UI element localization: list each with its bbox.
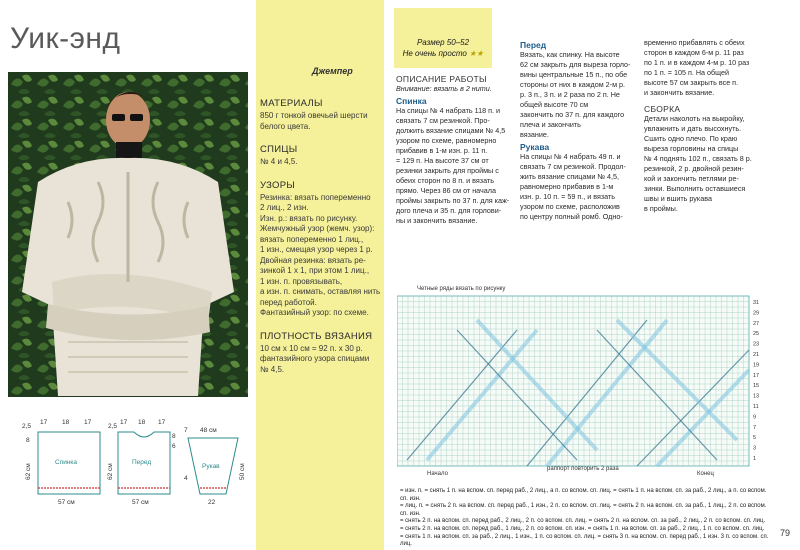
patterns-line: Резинка: вязать попеременно [260,192,371,202]
knitting-chart [397,286,769,477]
model-photo-illustration [8,72,248,397]
patterns-line: перед работой. [260,297,317,307]
work-heading: ОПИСАНИЕ РАБОТЫ [396,74,487,84]
size-difficulty-box [394,8,492,68]
front-line: вины центральные 15 п., по обе [520,70,628,79]
assembly-heading: СБОРКА [644,104,681,114]
back-line: прямо. Через 86 см от начала [396,186,496,195]
chart-row-number: 31 [753,300,760,306]
size-label: Размер 50–52 [416,38,470,47]
assembly-line: резинкой, 2 р. двойной резин- [644,164,744,173]
front-label: Перед [132,459,152,466]
front-line: Вязать, как спинку. На высоте [520,50,620,59]
chart-row-number: 11 [753,404,759,410]
assembly-line: кой и закончить петлями ре- [644,174,739,183]
chart-row-number: 1 [753,456,757,462]
chart-bottom-caption: раппорт повторить 2 раза [547,466,619,472]
chart-row-number: 27 [753,320,760,327]
chart-row-number: 5 [753,435,757,442]
back-line: резинки закрыть для проймы с [396,166,499,175]
sleeve-line: узором по схеме, расположив [520,202,620,211]
sleeve-heading: Рукава [520,142,550,152]
assembly-line: Сшить одно плечо. По краю [644,134,738,143]
chart-legend [400,488,772,549]
front-line: стороны от них в каждом 2-м р. [520,80,626,89]
legend-line: = снять 2 п. на вспом. сп. перед раб., 1 лиц., 2 п. со вспом. сп. изн. = снять 1 п. на вспом. сп. за раб., 2 лиц., 1 п. со вспом. сп. лиц. [400,525,765,532]
front-neck-dim: 8 [172,433,176,440]
assembly-line: увлажнить и дать высохнуть. [644,124,742,133]
sleeve-cont-line: сторон в каждом 6-м р. 11 раз [644,48,744,57]
patterns-line: Изн. р.: вязать по рисунку. [260,213,358,223]
front-bottom-dim: 57 см [132,499,149,506]
back-top-dim: 17 [84,419,92,426]
back-line: узором по схеме, равномерно [396,136,497,145]
patterns-line: 1 изн., смещая узор через 1 р. [260,245,373,254]
sleeve-line: равномерно прибавив в 1-м [520,182,614,191]
sleeve-cont-line: по 1 п. и в каждом 4-м р. 10 раз [644,58,750,67]
garment-schematics [8,408,248,518]
instructions-col-1 [396,74,514,226]
front-line: вязание. [520,130,549,139]
patterns-heading: УЗОРЫ [260,179,296,191]
front-heading: Перед [520,40,547,50]
back-bottom-dim: 57 см [58,499,75,506]
sleeve-side-dim: 50 см [239,463,246,480]
work-note: Внимание: вязать в 2 нити. [396,84,492,93]
chart-row-number: 13 [753,393,760,400]
chart-grid [397,290,769,477]
legend-line: = снять 2 п. на вспом. сп. перед раб., 2 лиц., 2 п. со вспом. сп. лиц. = снять 2 п. на вспом. сп. за раб., 2 лиц., 2 п. со вспом. сп. лиц. [400,518,766,525]
sleeve-label: Рукав [202,463,220,470]
front-line: закончить по 37 п. для каждого [520,110,625,119]
sleeve-line: изн. р. 10 п. = 59 п., и вязать [520,192,616,201]
chart-row-number: 29 [753,310,760,317]
page-title: Уик-энд [10,22,121,55]
chart-row-number: 3 [753,445,757,452]
sleeve-cont-line: временно прибавлять с обеих [644,38,745,47]
chart-begin-label: Начало [427,471,448,477]
patterns-line: 1 изн. п. провязывать, [260,276,343,286]
materials-heading: МАТЕРИАЛЫ [260,98,323,109]
sleeve-line: жить вязание спицами № 4,5, [520,172,620,181]
back-line: дого плеча и 35 п. для горлови- [396,206,502,215]
instructions-col-3 [644,38,774,214]
legend-line: = снять 1 п. на вспом. сп. за раб., 2 лиц., 1 изн., 1 п. со вспом. сп. лиц. = снять 3 п. на вспом. сп. перед раб., 1 изн. 3 п. со вспом. сп. лиц. [400,533,769,548]
front-top-dim: 17 [120,419,128,426]
assembly-line: Детали наколоть на выкройку, [644,114,745,123]
front-line: общей высоте 70 см [520,100,589,109]
back-side-dim: 62 см [25,463,32,480]
sleeve-cont-line: высоте 57 см закрыть все п. [644,78,739,87]
front-schematic [107,419,176,506]
garment-heading: Джемпер [312,66,353,76]
front-line: р. 3 п., 3 п. и 2 раза по 2 п. Не [520,90,620,99]
assembly-line: в проймы. [644,204,678,213]
back-line: обеих сторон по 8 п. и вязать [396,176,494,185]
materials-line: 850 г тонкой овечьей шерсти [260,111,368,120]
sleeve-bottom-dim: 22 [208,499,216,506]
chart-top-caption: Четные ряды вязать по рисунку [417,286,506,292]
sleeve-line: связать 7 см резинкой. Продол- [520,162,626,171]
sleeve-mid-dim: 4 [184,475,188,482]
back-line: На спицы № 4 набрать 118 п. и [396,106,500,115]
chart-row-number: 17 [753,372,760,379]
front-line: 62 см закрыть для выреза горло- [520,60,631,69]
materials-sidebar [256,0,384,550]
front-neck2-dim: 6 [172,443,176,450]
back-line: прибавив в 1-м изн. р. 11 п. [396,146,488,155]
sleeve-top-dim: 48 см [200,427,217,434]
back-line: проймы закрыть по 37 п. для каж- [396,196,510,205]
chart-row-number: 21 [753,352,760,358]
back-top-dim: 17 [40,419,48,426]
patterns-line: вязать попеременно 1 лиц., [260,234,364,244]
front-top-dim: 18 [138,419,146,426]
chart-row-number: 25 [753,331,760,338]
assembly-line: выреза горловины на спицы [644,144,739,153]
legend-line: = изн. п. = снять 1 п. на вспом. сп. перед раб., 2 лиц., а п. со вспом. сп. лиц. = снять 1 п. на вспом. сп. за раб., 2 лиц., а п. со вспом. сп. изн. [400,488,767,502]
instructions-col-2 [520,38,638,222]
back-line: = 129 п. На высоте 37 см от [396,156,489,165]
needles-heading: СПИЦЫ [260,144,298,155]
front-line: плеча и закончить [520,120,581,129]
back-line: связать 7 см резинкой. Про- [396,116,490,125]
assembly-line: зинки. Выполнить оставшиеся [644,184,746,193]
chart-row-number: 9 [753,414,757,421]
assembly-line: швы и вшить рукава [644,194,712,203]
difficulty-row [394,49,492,58]
back-line: должить вязание спицами № 4,5 [396,126,506,135]
sleeve-cont-line: и закончить вязание. [644,88,715,97]
patterns-line: зинкой 1 х 1, при этом 1 лиц., [260,266,370,275]
page-number: 79 [779,528,790,538]
chart-row-number: 23 [753,341,760,348]
back-top-dim: 18 [62,419,70,426]
assembly-line: № 4 поднять 102 п., связать 8 р. [644,154,752,163]
difficulty-stars: ★★ [469,49,484,58]
model-photo [8,72,248,397]
back-heading: Спинка [396,96,427,106]
patterns-line: 2 лиц., 2 изн. [260,203,309,212]
patterns-line: Двойная резинка: вязать ре- [260,255,366,265]
back-mid-dim: 8 [26,437,30,444]
difficulty-label: Не очень просто [402,49,467,58]
legend-line: = лиц. п. = снять 2 п. на вспом. сп. перед раб., 1 изн., 2 п. со вспом. сп. лиц. = снять 2 п. на вспом. сп. за раб., 1 лиц., 2 п. со вспом. сп. изн. [400,503,767,517]
sleeve-cont-line: по 1 п. = 105 п. На общей [644,68,729,77]
materials-line: белого цвета. [260,121,311,131]
sidebar-content [260,92,382,375]
patterns-line: Фантазийный узор: по схеме. [260,308,369,317]
chart-row-number: 7 [753,424,757,431]
sleeve-corner-dim: 7 [184,427,188,434]
front-side-dim: 62 см [107,463,114,480]
sleeve-schematic [184,427,246,506]
patterns-line: Жемчужный узор (жемч. узор): [260,224,375,233]
patterns-line: а изн. п. снимать, оставляя нить [260,287,381,296]
chart-row-number: 15 [753,383,760,390]
back-label: Спинка [55,459,78,466]
back-line: ны и закончить вязание. [396,216,478,225]
sleeve-line: На спицы № 4 набрать 49 п. и [520,152,621,161]
chart-row-number: 19 [753,362,760,369]
front-corner-dim: 2,5 [108,423,118,430]
density-line: № 4,5. [260,364,285,374]
density-line: фантазийного узора спицами [260,354,370,363]
back-corner-dim: 2,5 [22,423,32,430]
density-line: 10 см х 10 см = 92 п. х 30 р. [260,343,363,353]
front-top-dim: 17 [158,419,166,426]
needles-text: № 4 и 4,5. [260,157,298,166]
back-schematic [22,419,100,506]
sleeve-line: по центру полный ромб. Одно- [520,212,623,221]
chart-end-label: Конец [697,471,714,477]
density-heading: ПЛОТНОСТЬ ВЯЗАНИЯ [260,330,373,342]
